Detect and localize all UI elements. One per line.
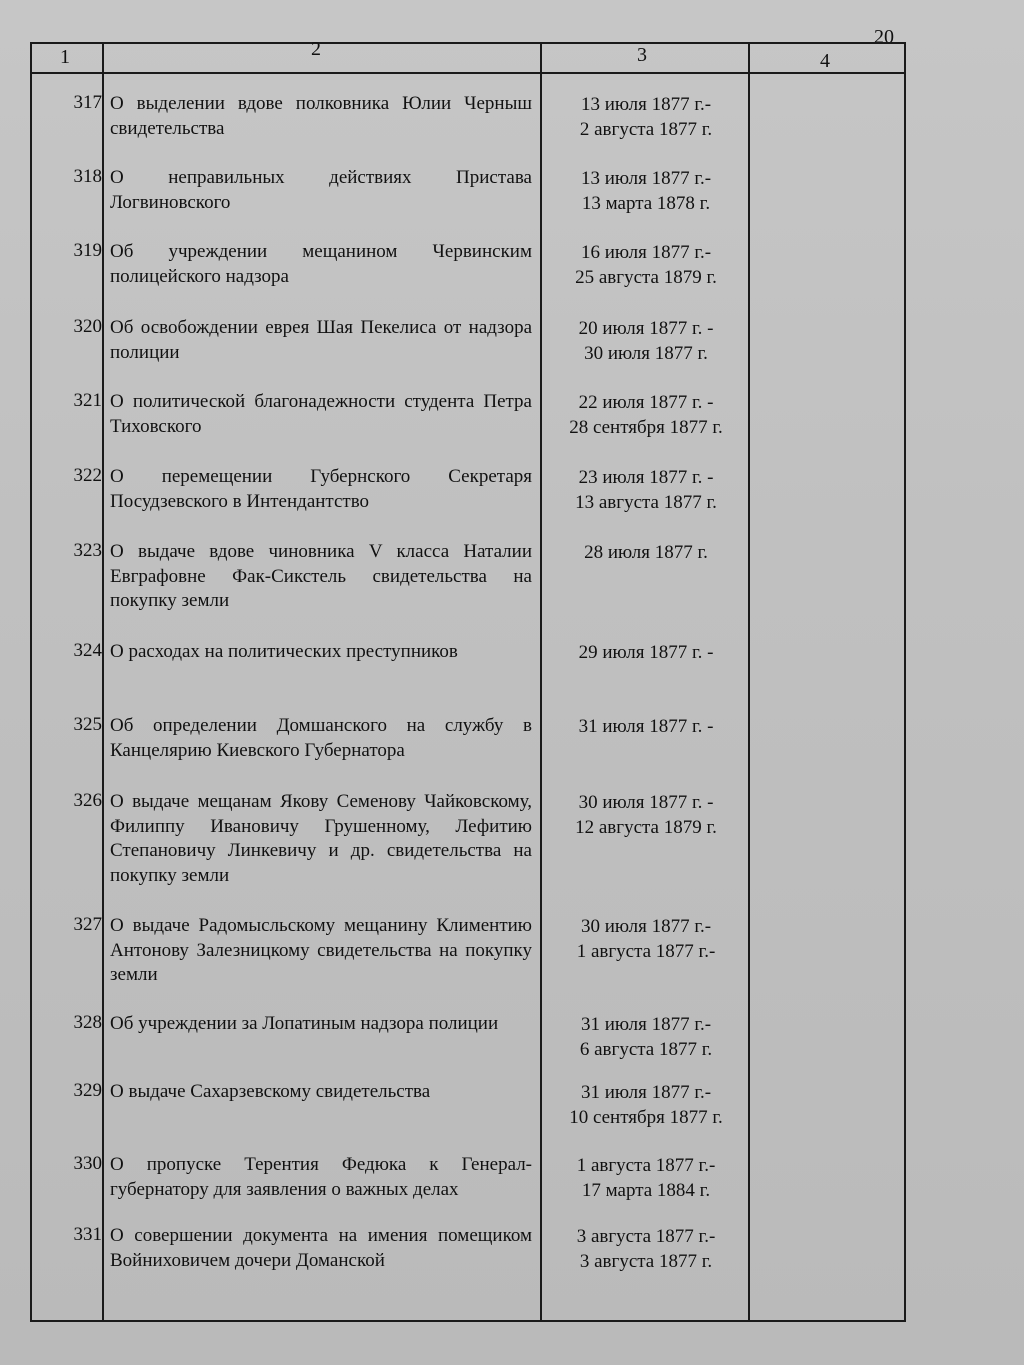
date-start: 13 июля 1877 г.- — [580, 94, 712, 115]
date-start: 31 июля 1877 г. - — [578, 716, 714, 737]
row-number: 331 — [73, 1224, 102, 1245]
row-title: О выделении вдове полковника Юлии Черныш свидетельства — [110, 93, 532, 139]
date-start: 30 июля 1877 г. - — [578, 792, 714, 813]
row-title: О выдаче Радомысльскому мещанину Климентию Антонову Залезницкому свидетельства на покупку земли — [110, 915, 532, 985]
page-number: 20 — [874, 26, 894, 48]
row-number: 329 — [73, 1080, 102, 1101]
row-number: 319 — [73, 240, 102, 261]
row-number: 322 — [73, 465, 102, 486]
row-title: О пропуске Терентия Федюка к Генерал-губернатору для заявления о важных делах — [110, 1154, 532, 1200]
row-title: Об учреждении мещанином Червинским полицейского надзора — [110, 241, 532, 287]
date-start: 31 июля 1877 г.- — [580, 1082, 712, 1103]
header-col-1: 1 — [60, 46, 70, 68]
row-dates — [540, 390, 752, 440]
row-dates — [540, 1012, 752, 1062]
column-divider-1 — [102, 42, 104, 1322]
row-dates — [540, 1153, 752, 1203]
row-number: 326 — [73, 790, 102, 811]
row-dates — [540, 240, 752, 290]
date-start: 1 августа 1877 г.- — [576, 1155, 716, 1176]
date-start: 3 августа 1877 г.- — [576, 1226, 716, 1247]
row-dates — [540, 640, 752, 665]
row-title: Об определении Домшанского на службу в Канцелярию Киевского Губернатора — [110, 715, 532, 761]
row-number: 330 — [73, 1153, 102, 1174]
row-title: О совершении документа на имения помещиком Войниховичем дочери Доманской — [110, 1225, 532, 1271]
date-end: 17 марта 1884 г. — [581, 1180, 711, 1201]
date-start: 23 июля 1877 г. - — [578, 467, 714, 488]
date-start: 13 июля 1877 г.- — [580, 168, 712, 189]
header-col-3: 3 — [637, 44, 647, 66]
date-start: 16 июля 1877 г.- — [580, 242, 712, 263]
register-table — [30, 42, 906, 1322]
row-dates — [540, 1224, 752, 1274]
date-end: 10 сентября 1877 г. — [569, 1107, 723, 1128]
date-start: 22 июля 1877 г. - — [578, 392, 714, 413]
row-dates — [540, 790, 752, 840]
row-dates — [540, 166, 752, 216]
row-number: 325 — [73, 714, 102, 735]
header-col-2: 2 — [311, 38, 321, 60]
row-title: О политической благонадежности студента Петра Тиховского — [110, 391, 532, 437]
date-start: 28 июля 1877 г. — [584, 542, 708, 563]
date-end: 2 августа 1877 г. — [579, 119, 713, 140]
date-end: 25 августа 1879 г. — [575, 267, 717, 288]
date-start: 29 июля 1877 г. - — [578, 642, 714, 663]
row-dates — [540, 316, 752, 366]
row-title: О выдаче вдове чиновника V класса Наталии Евграфовне Фак-Сикстель свидетельства на покупку земли — [110, 541, 532, 611]
date-end: 3 августа 1877 г. — [579, 1251, 713, 1272]
row-number: 318 — [73, 166, 102, 187]
row-title: О выдаче мещанам Якову Семенову Чайковскому, Филиппу Ивановичу Грушенному, Лефитию Степановичу Линкевичу и др. свидетельства на покупку земли — [110, 791, 532, 886]
row-number: 321 — [73, 390, 102, 411]
date-end: 1 августа 1877 г.- — [576, 941, 716, 962]
date-end: 12 августа 1879 г. — [575, 817, 717, 838]
date-end: 6 августа 1877 г. — [579, 1039, 713, 1060]
date-end: 13 августа 1877 г. — [575, 492, 717, 513]
row-dates — [540, 465, 752, 515]
row-dates — [540, 540, 752, 565]
row-number: 328 — [73, 1012, 102, 1033]
row-number: 320 — [73, 316, 102, 337]
row-dates — [540, 714, 752, 739]
row-number: 323 — [73, 540, 102, 561]
date-end: 13 марта 1878 г. — [581, 193, 711, 214]
row-number: 317 — [73, 92, 102, 113]
date-end: 28 сентября 1877 г. — [569, 417, 723, 438]
row-number: 324 — [73, 640, 102, 661]
row-number: 327 — [73, 914, 102, 935]
row-title: О неправильных действиях Пристава Логвиновского — [110, 167, 532, 213]
date-start: 31 июля 1877 г.- — [580, 1014, 712, 1035]
row-title: О выдаче Сахарзевскому свидетельства — [110, 1081, 431, 1102]
date-end: 30 июля 1877 г. — [584, 343, 708, 364]
row-dates — [540, 914, 752, 964]
row-title: О перемещении Губернского Секретаря Посудзевского в Интендантство — [110, 466, 532, 512]
row-title: Об учреждении за Лопатиным надзора полиции — [110, 1013, 499, 1034]
row-title: Об освобождении еврея Шая Пекелиса от надзора полиции — [110, 317, 532, 363]
date-start: 20 июля 1877 г. - — [578, 318, 714, 339]
date-start: 30 июля 1877 г.- — [580, 916, 712, 937]
table-header — [30, 38, 906, 74]
column-divider-2 — [540, 42, 542, 1322]
row-dates — [540, 92, 752, 142]
row-dates — [540, 1080, 752, 1130]
column-divider-3 — [748, 42, 750, 1322]
header-col-4: 4 — [820, 50, 830, 72]
row-title: О расходах на политических преступников — [110, 641, 458, 662]
